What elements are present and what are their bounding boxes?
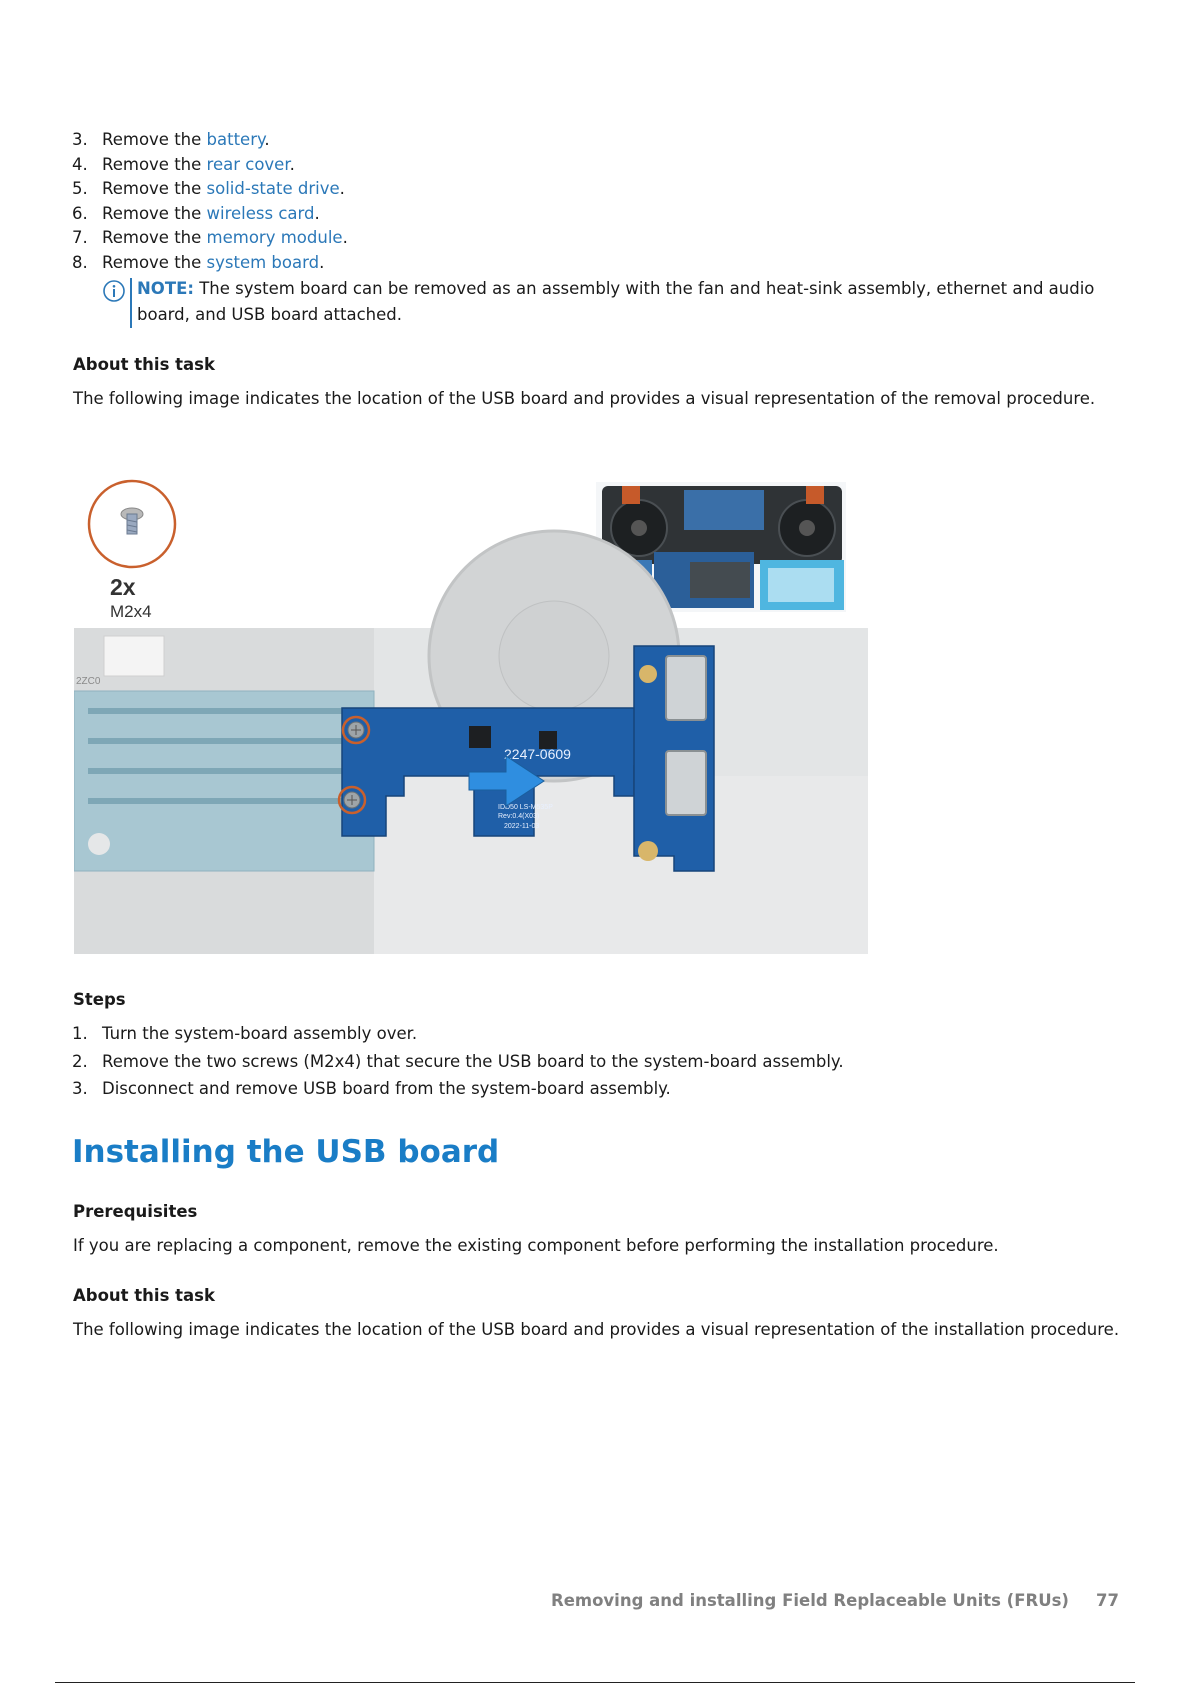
step-number: 1. (72, 1024, 88, 1043)
link-rear-cover[interactable]: rear cover (206, 154, 290, 174)
steps-heading: Steps (73, 990, 126, 1009)
step-text: Remove the (102, 154, 207, 174)
about-task-heading: About this task (73, 1286, 215, 1305)
usb-port (666, 656, 706, 720)
about-task-text: The following image indicates the location of the USB board and provides a visual representation of the removal procedure. (73, 389, 1096, 408)
board-code-2: Rev:0.4(X03) (498, 813, 540, 820)
footer-chapter: Removing and installing Field Replaceable Units (FRUs) (551, 1591, 1069, 1610)
list-item (72, 202, 1122, 227)
step-number: 3. (72, 130, 88, 149)
step-text: Disconnect and remove USB board from the system-board assembly. (102, 1079, 671, 1098)
link-system-board[interactable]: system board (206, 252, 320, 272)
list-item (72, 153, 1122, 178)
footer-rule (55, 1682, 1135, 1683)
step-suffix: . (339, 179, 345, 199)
page-number: 77 (1096, 1591, 1119, 1610)
screw-count: 2x (110, 574, 136, 600)
step-number: 3. (72, 1079, 88, 1098)
step-text: Remove the (102, 130, 207, 149)
step-text: Turn the system-board assembly over. (102, 1024, 418, 1043)
step-number: 2. (72, 1051, 88, 1071)
list-item (72, 1050, 1122, 1078)
step-number: 7. (72, 228, 88, 248)
screw-callout (89, 481, 175, 567)
screw-type: M2x4 (110, 602, 152, 621)
step-number: 4. (72, 154, 88, 174)
link-battery[interactable]: battery (206, 130, 265, 149)
step-text: Remove the (102, 228, 207, 248)
steps-list (72, 1022, 1122, 1105)
section-title: Installing the USB board (72, 1134, 500, 1170)
step-suffix: . (314, 203, 320, 223)
link-wireless-card[interactable]: wireless card (206, 203, 315, 223)
side-label: 2ZC0 (76, 676, 101, 687)
step-text: Remove the (102, 203, 207, 223)
list-item (72, 226, 1122, 251)
link-memory-module[interactable]: memory module (206, 228, 343, 248)
list-item (72, 1077, 1122, 1105)
list-item (72, 128, 1122, 153)
board-code-1: IDD50 LS-M535P (498, 804, 553, 811)
step-text: Remove the (102, 179, 207, 199)
step-suffix: . (342, 228, 348, 248)
note-label: NOTE: (137, 279, 194, 298)
step-number: 6. (72, 203, 88, 223)
list-item (72, 251, 1122, 276)
usb-board-removal-figure (74, 476, 874, 956)
step-suffix: . (289, 154, 295, 174)
prerequisites-heading: Prerequisites (73, 1202, 198, 1221)
step-text: Remove the (102, 252, 207, 272)
list-item (72, 177, 1122, 202)
about-task-text: The following image indicates the location of the USB board and provides a visual representation of the installation procedure. (73, 1320, 1120, 1339)
list-item (72, 1022, 1122, 1050)
note-bar (130, 278, 132, 328)
board-label: 2247-0609 (504, 746, 571, 762)
removal-prereq-list (72, 128, 1122, 276)
info-icon (103, 280, 125, 302)
step-number: 8. (72, 252, 88, 272)
step-number: 5. (72, 179, 88, 199)
step-suffix: . (264, 130, 270, 149)
link-solid-state-drive[interactable]: solid-state drive (206, 179, 340, 199)
usb-port (666, 751, 706, 815)
about-task-heading: About this task (73, 355, 215, 374)
board-date: 2022-11-03 (504, 823, 540, 830)
prerequisites-text: If you are replacing a component, remove the existing component before performing the installation procedure. (73, 1236, 999, 1255)
note-text: The system board can be removed as an assembly with the fan and heat-sink assembly, ethernet and audio board, and USB board attached. (137, 279, 1095, 324)
step-suffix: . (319, 252, 325, 272)
step-text: Remove the two screws (M2x4) that secure the USB board to the system-board assembly. (102, 1051, 844, 1071)
